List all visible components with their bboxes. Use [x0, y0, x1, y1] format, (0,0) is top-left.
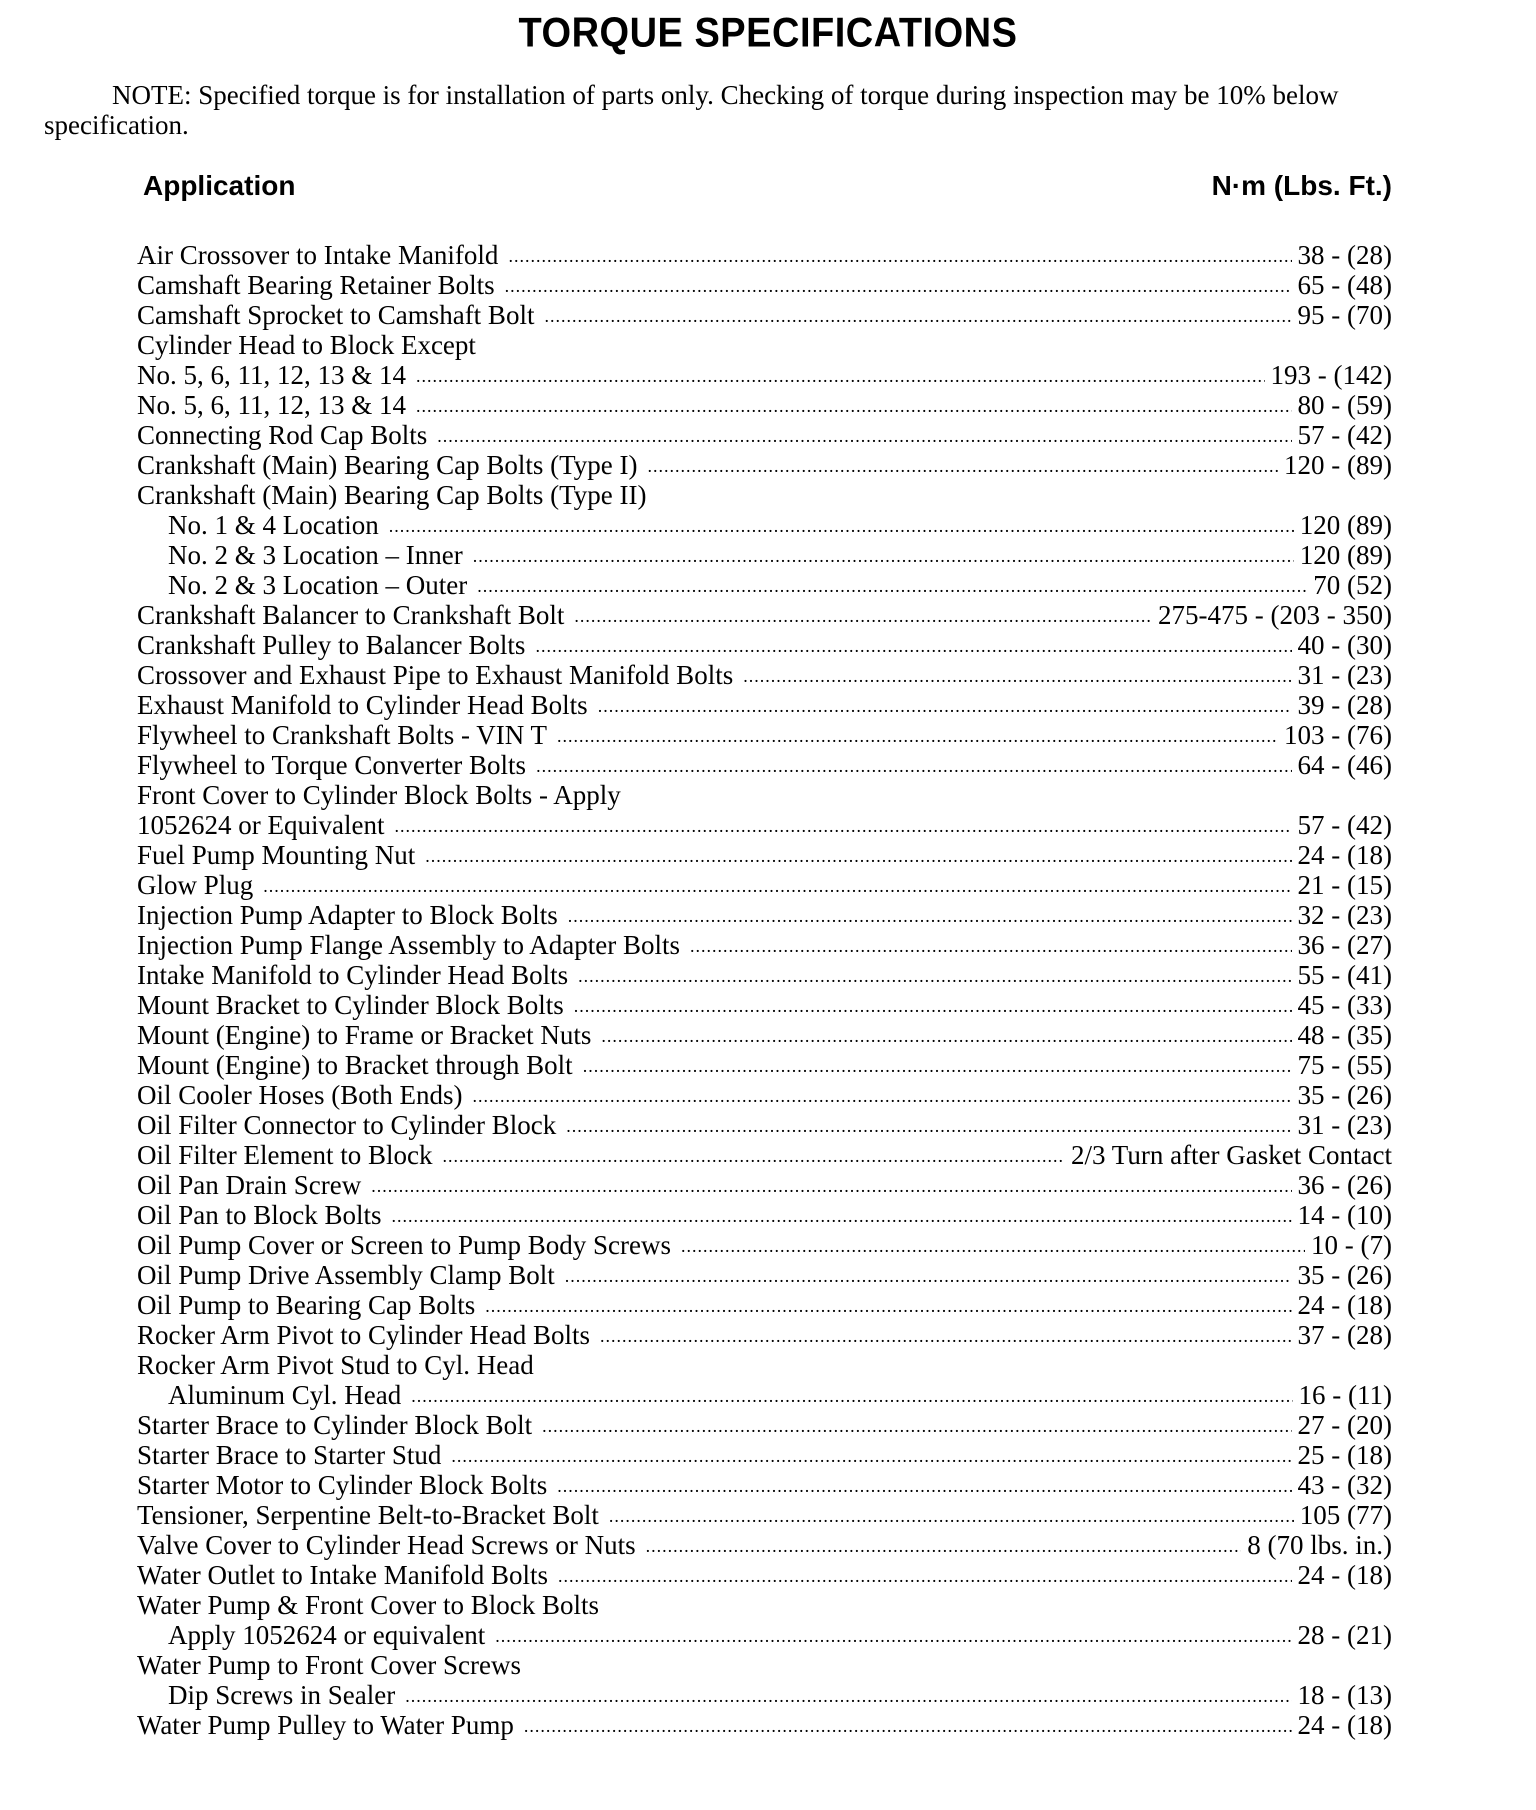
dot-leader [263, 871, 1291, 901]
dot-leader [477, 571, 1307, 601]
spec-torque-value: 39 - (28) [1297, 690, 1392, 720]
spec-row [137, 1290, 1392, 1320]
spec-application: No. 5, 6, 11, 12, 13 & 14 [137, 390, 406, 420]
dot-leader [557, 1471, 1291, 1501]
dot-leader [535, 631, 1291, 661]
application-column-header: Application [143, 170, 296, 201]
spec-application: No. 5, 6, 11, 12, 13 & 14 [137, 360, 406, 390]
spec-row [137, 930, 1392, 960]
dot-leader [574, 601, 1152, 631]
spec-row [137, 450, 1392, 480]
spec-torque-value: 36 - (27) [1297, 930, 1392, 960]
dot-leader [485, 1291, 1291, 1321]
torque-column-header: N·m (Lbs. Ft.) [1211, 170, 1392, 201]
dot-leader [566, 1111, 1291, 1141]
spec-application: Crankshaft Balancer to Crankshaft Bolt [137, 600, 565, 630]
spec-application: 1052624 or Equivalent [137, 810, 385, 840]
spec-application: Camshaft Sprocket to Camshaft Bolt [137, 300, 535, 330]
dot-leader [544, 301, 1291, 331]
spec-application: Oil Pan Drain Screw [137, 1170, 362, 1200]
spec-row [137, 420, 1392, 450]
spec-torque-value: 38 - (28) [1297, 240, 1392, 270]
dot-leader [542, 1411, 1291, 1441]
spec-application: Mount (Engine) to Bracket through Bolt [137, 1050, 573, 1080]
spec-row [137, 960, 1392, 990]
spec-application: Injection Pump Flange Assembly to Adapter Bolts [137, 930, 680, 960]
dot-leader [371, 1171, 1291, 1201]
dot-leader [646, 1531, 1242, 1561]
spec-row [137, 570, 1392, 600]
spec-torque-value: 2/3 Turn after Gasket Contact [1071, 1140, 1392, 1170]
spec-row [137, 840, 1392, 870]
spec-torque-value: 275-475 - (203 - 350) [1158, 600, 1392, 630]
spec-row [137, 390, 1392, 420]
dot-leader [598, 691, 1292, 721]
spec-application: Oil Filter Element to Block [137, 1140, 433, 1170]
spec-application: Rocker Arm Pivot Stud to Cyl. Head [137, 1350, 534, 1380]
spec-torque-value: 25 - (18) [1297, 1440, 1392, 1470]
spec-torque-value: 40 - (30) [1297, 630, 1392, 660]
spec-torque-value: 64 - (46) [1297, 750, 1392, 780]
dot-leader [574, 991, 1292, 1021]
spec-torque-value: 95 - (70) [1297, 300, 1392, 330]
spec-row [137, 240, 1392, 270]
spec-row [137, 1020, 1392, 1050]
spec-row [137, 990, 1392, 1020]
dot-leader [565, 1261, 1292, 1291]
spec-torque-value: 31 - (23) [1297, 660, 1392, 690]
spec-application: Water Pump Pulley to Water Pump [137, 1710, 514, 1740]
dot-leader [536, 751, 1291, 781]
spec-torque-value: 55 - (41) [1297, 960, 1392, 990]
spec-torque-value: 21 - (15) [1297, 870, 1392, 900]
spec-torque-value: 10 - (7) [1311, 1230, 1392, 1260]
dot-leader [601, 1021, 1291, 1051]
spec-torque-value: 120 (89) [1299, 510, 1392, 540]
spec-row [137, 1650, 1392, 1680]
spec-torque-value: 48 - (35) [1297, 1020, 1392, 1050]
spec-application: Dip Screws in Sealer [168, 1680, 396, 1710]
spec-row [137, 270, 1392, 300]
spec-application: Flywheel to Torque Converter Bolts [137, 750, 527, 780]
spec-torque-value: 24 - (18) [1297, 840, 1392, 870]
spec-row [137, 330, 1392, 360]
page-title: TORQUE SPECIFICATIONS [518, 10, 1018, 57]
spec-application: Injection Pump Adapter to Block Bolts [137, 900, 558, 930]
dot-leader [583, 1051, 1292, 1081]
spec-application: No. 2 & 3 Location – Outer [168, 570, 468, 600]
spec-torque-value: 70 (52) [1313, 570, 1392, 600]
spec-row [137, 1440, 1392, 1470]
spec-row [137, 1500, 1392, 1530]
dot-leader [405, 1681, 1291, 1711]
dot-leader [425, 841, 1291, 871]
spec-torque-value: 24 - (18) [1297, 1710, 1392, 1740]
spec-row [137, 1320, 1392, 1350]
dot-leader [394, 811, 1291, 841]
dot-leader [389, 511, 1294, 541]
spec-row [137, 1590, 1392, 1620]
spec-application: Cylinder Head to Block Except [137, 330, 476, 360]
spec-application: Crankshaft (Main) Bearing Cap Bolts (Type I) [137, 450, 638, 480]
spec-row [137, 720, 1392, 750]
spec-application: Mount Bracket to Cylinder Block Bolts [137, 990, 564, 1020]
note-paragraph: NOTE: Specified torque is for installation of parts only. Checking of torque during inspection may be 10% below specification. [44, 80, 1339, 140]
spec-torque-value: 57 - (42) [1297, 810, 1392, 840]
spec-application: Intake Manifold to Cylinder Head Bolts [137, 960, 569, 990]
spec-row [137, 1710, 1392, 1740]
spec-row [137, 1080, 1392, 1110]
spec-row [137, 1110, 1392, 1140]
spec-row [137, 300, 1392, 330]
dot-leader [416, 361, 1265, 391]
spec-torque-value: 75 - (55) [1297, 1050, 1392, 1080]
spec-torque-value: 43 - (32) [1297, 1470, 1392, 1500]
spec-row [137, 1680, 1392, 1710]
spec-row [137, 1050, 1392, 1080]
spec-torque-value: 35 - (26) [1297, 1260, 1392, 1290]
dot-leader [392, 1201, 1292, 1231]
spec-torque-value: 105 (77) [1299, 1500, 1392, 1530]
dot-leader [451, 1441, 1291, 1471]
spec-application: Crankshaft Pulley to Balancer Bolts [137, 630, 526, 660]
spec-row [137, 750, 1392, 780]
spec-application: Crankshaft (Main) Bearing Cap Bolts (Type II) [137, 480, 647, 510]
dot-leader [416, 391, 1292, 421]
spec-application: Starter Brace to Starter Stud [137, 1440, 442, 1470]
dot-leader [473, 541, 1294, 571]
spec-row [137, 1260, 1392, 1290]
spec-torque-value: 16 - (11) [1298, 1380, 1392, 1410]
dot-leader [648, 451, 1279, 481]
spec-application: Water Outlet to Intake Manifold Bolts [137, 1560, 548, 1590]
dot-leader [437, 421, 1291, 451]
spec-torque-value: 24 - (18) [1297, 1290, 1392, 1320]
spec-application: Oil Pump Cover or Screen to Pump Body Screws [137, 1230, 671, 1260]
spec-torque-value: 31 - (23) [1297, 1110, 1392, 1140]
spec-torque-value: 28 - (21) [1297, 1620, 1392, 1650]
spec-row [137, 1470, 1392, 1500]
spec-torque-value: 35 - (26) [1297, 1080, 1392, 1110]
dot-leader [495, 1621, 1291, 1651]
spec-application: Oil Cooler Hoses (Both Ends) [137, 1080, 463, 1110]
spec-row [137, 540, 1392, 570]
spec-row [137, 1380, 1392, 1410]
spec-application: Exhaust Manifold to Cylinder Head Bolts [137, 690, 588, 720]
dot-leader [600, 1321, 1292, 1351]
dot-leader [609, 1501, 1294, 1531]
spec-row [137, 1170, 1392, 1200]
spec-application: Valve Cover to Cylinder Head Screws or Nuts [137, 1530, 636, 1560]
spec-application: Starter Motor to Cylinder Block Bolts [137, 1470, 548, 1500]
dot-leader [505, 271, 1292, 301]
spec-application: No. 2 & 3 Location – Inner [168, 540, 463, 570]
spec-torque-value: 45 - (33) [1297, 990, 1392, 1020]
dot-leader [743, 661, 1291, 691]
spec-row [137, 1530, 1392, 1560]
spec-torque-value: 24 - (18) [1297, 1560, 1392, 1590]
dot-leader [508, 241, 1291, 271]
spec-application: Oil Filter Connector to Cylinder Block [137, 1110, 557, 1140]
spec-row [137, 660, 1392, 690]
spec-torque-value: 57 - (42) [1297, 420, 1392, 450]
spec-row [137, 1410, 1392, 1440]
spec-torque-value: 37 - (28) [1297, 1320, 1392, 1350]
dot-leader [690, 931, 1292, 961]
spec-application: Oil Pan to Block Bolts [137, 1200, 382, 1230]
dot-leader [568, 901, 1292, 931]
spec-application: Fuel Pump Mounting Nut [137, 840, 416, 870]
dot-leader [411, 1381, 1292, 1411]
spec-application: Front Cover to Cylinder Block Bolts - Apply [137, 780, 621, 810]
spec-application: Crossover and Exhaust Pipe to Exhaust Manifold Bolts [137, 660, 734, 690]
dot-leader [558, 1561, 1292, 1591]
spec-row [137, 360, 1392, 390]
spec-torque-value: 80 - (59) [1297, 390, 1392, 420]
spec-torque-value: 18 - (13) [1297, 1680, 1392, 1710]
spec-row [137, 1620, 1392, 1650]
dot-leader [681, 1231, 1305, 1261]
spec-torque-value: 120 (89) [1299, 540, 1392, 570]
spec-application: Flywheel to Crankshaft Bolts - VIN T [137, 720, 547, 750]
spec-torque-value: 8 (70 lbs. in.) [1247, 1530, 1392, 1560]
spec-application: Water Pump & Front Cover to Block Bolts [137, 1590, 600, 1620]
spec-application: Connecting Rod Cap Bolts [137, 420, 428, 450]
spec-application: Mount (Engine) to Frame or Bracket Nuts [137, 1020, 592, 1050]
spec-torque-value: 27 - (20) [1297, 1410, 1392, 1440]
spec-application: Tensioner, Serpentine Belt-to-Bracket Bolt [137, 1500, 599, 1530]
torque-spec-list [137, 240, 1392, 1740]
spec-row [137, 630, 1392, 660]
spec-row [137, 510, 1392, 540]
dot-leader [524, 1711, 1292, 1741]
spec-application: Oil Pump to Bearing Cap Bolts [137, 1290, 476, 1320]
spec-row [137, 1200, 1392, 1230]
dot-leader [472, 1081, 1291, 1111]
spec-application: No. 1 & 4 Location [168, 510, 379, 540]
spec-application: Apply 1052624 or equivalent [168, 1620, 486, 1650]
dot-leader [442, 1141, 1065, 1171]
spec-row [137, 1230, 1392, 1260]
spec-application: Rocker Arm Pivot to Cylinder Head Bolts [137, 1320, 590, 1350]
spec-row [137, 1560, 1392, 1590]
spec-application: Aluminum Cyl. Head [168, 1380, 402, 1410]
spec-application: Water Pump to Front Cover Screws [137, 1650, 522, 1680]
spec-torque-value: 32 - (23) [1297, 900, 1392, 930]
spec-row [137, 810, 1392, 840]
spec-row [137, 870, 1392, 900]
spec-application: Air Crossover to Intake Manifold [137, 240, 499, 270]
spec-torque-value: 14 - (10) [1297, 1200, 1392, 1230]
dot-leader [578, 961, 1291, 991]
spec-application: Starter Brace to Cylinder Block Bolt [137, 1410, 533, 1440]
spec-torque-value: 65 - (48) [1297, 270, 1392, 300]
spec-row [137, 690, 1392, 720]
spec-torque-value: 193 - (142) [1270, 360, 1392, 390]
spec-row [137, 780, 1392, 810]
spec-application: Camshaft Bearing Retainer Bolts [137, 270, 495, 300]
spec-row [137, 1350, 1392, 1380]
spec-torque-value: 103 - (76) [1284, 720, 1392, 750]
spec-row [137, 600, 1392, 630]
spec-row [137, 900, 1392, 930]
spec-application: Oil Pump Drive Assembly Clamp Bolt [137, 1260, 555, 1290]
spec-row [137, 1140, 1392, 1170]
spec-torque-value: 36 - (26) [1297, 1170, 1392, 1200]
spec-application: Glow Plug [137, 870, 254, 900]
spec-row [137, 480, 1392, 510]
spec-torque-value: 120 - (89) [1284, 450, 1392, 480]
dot-leader [557, 721, 1278, 751]
